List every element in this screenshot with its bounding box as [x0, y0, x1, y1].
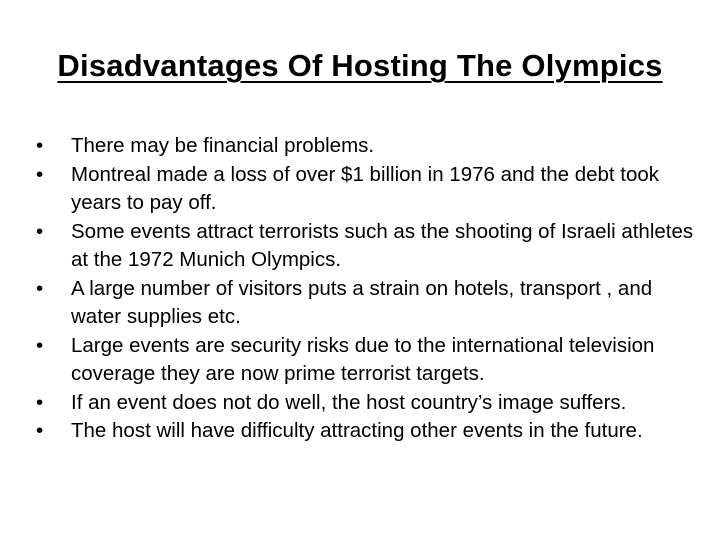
bullet-dot-icon: •	[36, 333, 44, 357]
bullet-dot-icon: •	[36, 419, 44, 442]
bullet-text: A large number of visitors puts a strain on hotels, transport , and water supplies etc.	[71, 276, 653, 328]
bullet-item	[36, 389, 706, 418]
bullet-item	[36, 332, 706, 389]
bullet-dot-icon: •	[36, 162, 44, 186]
bullet-dot-icon: •	[36, 134, 44, 157]
slide-title: Disadvantages Of Hosting The Olympics	[57, 48, 663, 83]
bullet-item	[36, 275, 706, 332]
bullet-item	[36, 161, 706, 218]
bullet-text: If an event does not do well, the host country’s image suffers.	[71, 390, 627, 414]
bullet-dot-icon: •	[36, 390, 44, 414]
bullet-text: There may be financial problems.	[71, 134, 375, 157]
bullet-dot-icon: •	[36, 219, 44, 243]
bullet-text: Large events are security risks due to the international television coverage they are now prime terrorist targets.	[71, 333, 655, 385]
bullet-text: The host will have difficulty attracting other events in the future.	[71, 419, 643, 442]
bullet-text: Montreal made a loss of over $1 billion in 1976 and the debt took years to pay off.	[71, 162, 660, 214]
bullet-item	[36, 132, 706, 161]
bullet-item	[36, 218, 706, 275]
bullet-list	[36, 132, 706, 446]
bullet-text: Some events attract terrorists such as the shooting of Israeli athletes at the 1972 Munich Olympics.	[71, 219, 694, 271]
bullet-item	[36, 417, 706, 446]
bullet-dot-icon: •	[36, 276, 44, 300]
